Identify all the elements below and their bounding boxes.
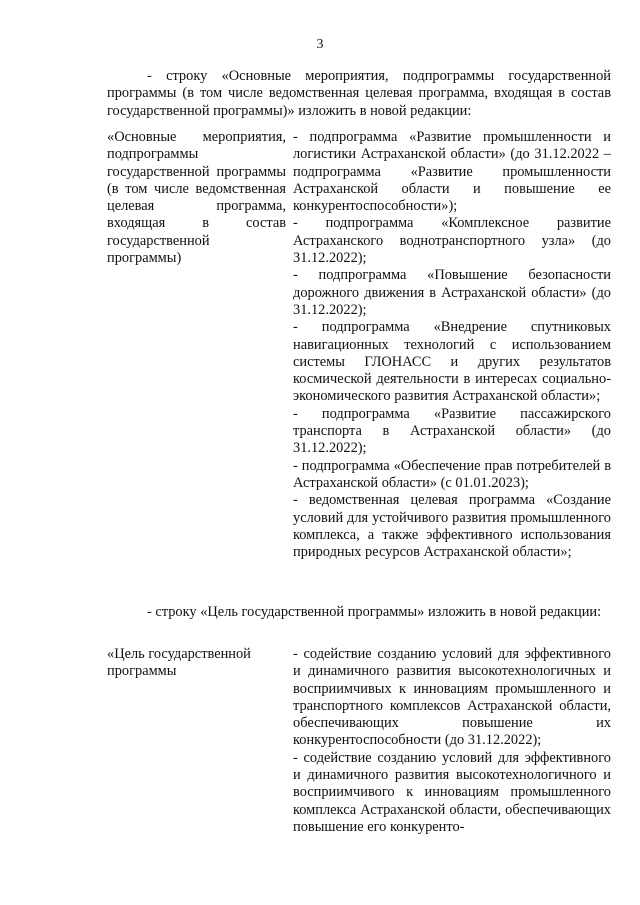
- list-item: - подпрограмма «Повышение безопасности дорожного движения в Астраханской области» (до 31.12.2022);: [293, 267, 611, 318]
- list-item: - подпрограмма «Развитие промышленности и логистики Астраханской области» (до 31.12.2022 – подпрограмма «Развитие промышленности Астраханской области и повышение ее конкурентоспособности»);: [293, 129, 611, 215]
- list-item: - содействие созданию условий для эффективного и динамичного развития высокотехнологичных и восприимчивых к инновациям промышленного и транспортного комплексов Астраханской области, обеспечивающих повышение их конкурентоспособности (до 31.12.2022);: [293, 646, 611, 749]
- table-main-activities: [107, 129, 611, 561]
- list-item: - содействие созданию условий для эффективного и динамичного развития высокотехнологичного и восприимчивого к инновациям промышленного комплекса Астраханской области, обеспечивающих повышение его конкуренто-: [293, 749, 611, 835]
- second-paragraph: - строку «Цель государственной программы» изложить в новой редакции:: [147, 604, 602, 620]
- table-program-goal: [107, 646, 611, 836]
- list-item: - подпрограмма «Внедрение спутниковых навигационных технологий с использованием системы ГЛОНАСС и других результатов космической деятельности в интересах социально-экономического развития Астраханской области»;: [293, 319, 611, 405]
- row-content-program-goal: [293, 646, 611, 836]
- row-label-main-activities: «Основные мероприятия, подпрограммы государственной программы (в том числе ведомственная целевая программа, входящая в состав государственной программы): [107, 129, 286, 267]
- list-item: - ведомственная целевая программа «Создание условий для устойчивого развития промышленного комплекса, а также эффективного использования природных ресурсов Астраханской области»;: [293, 492, 611, 561]
- list-item: - подпрограмма «Обеспечение прав потребителей в Астраханской области» (с 01.01.2023);: [293, 457, 611, 491]
- intro-paragraph: - строку «Основные мероприятия, подпрограммы государственной программы (в том числе ведомственная целевая программа, входящая в состав государственной программы)» изложить в новой редакции:: [107, 68, 611, 119]
- row-content-main-activities: [293, 129, 611, 561]
- row-label-program-goal: «Цель государственной программы: [107, 646, 251, 680]
- page-number: 3: [316, 37, 324, 52]
- list-item: - подпрограмма «Комплексное развитие Астраханского воднотранспортного узла» (до 31.12.2022);: [293, 215, 611, 267]
- list-item: - подпрограмма «Развитие пассажирского транспорта в Астраханской области» (до 31.12.2022);: [293, 405, 611, 457]
